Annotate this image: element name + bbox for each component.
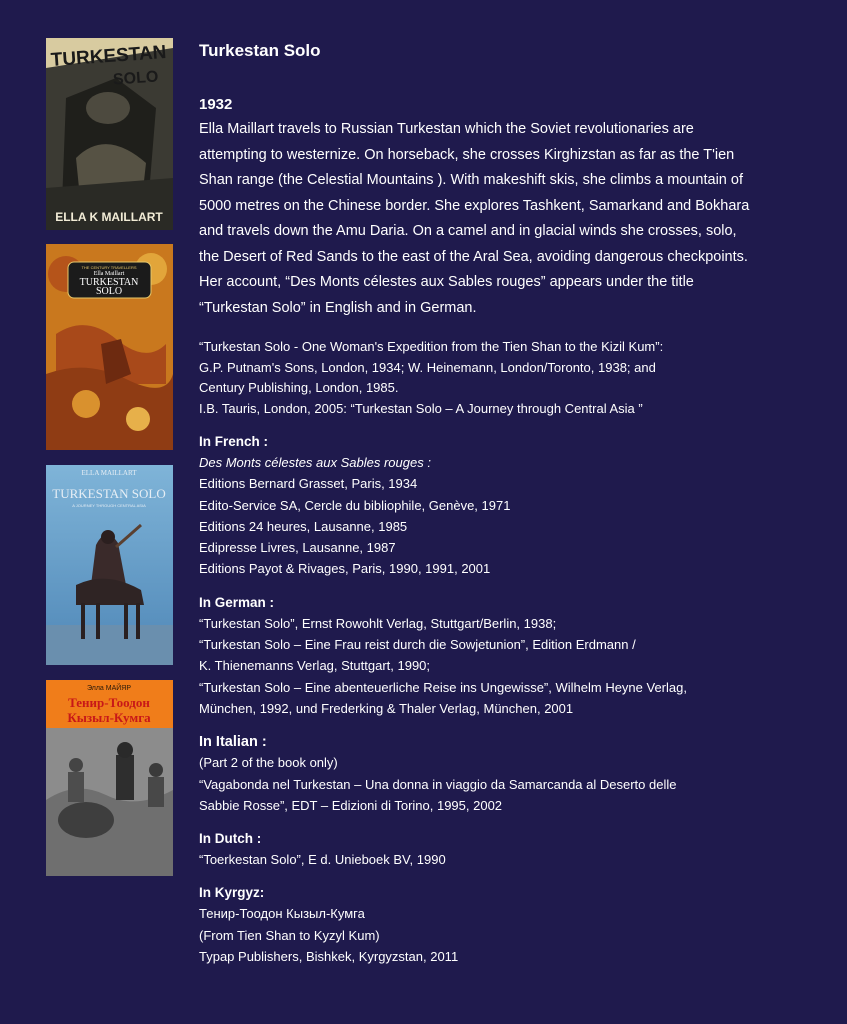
dutch-edition-line: “Toerkestan Solo”, E d. Unieboek BV, 1990 — [199, 852, 446, 868]
english-edition-line: G.P. Putnam's Sons, London, 1934; W. Heinemann, London/Toronto, 1938; and — [199, 359, 656, 375]
italian-edition-line: Sabbie Rosse”, EDT – Edizioni di Torino, 1995, 2002 — [199, 797, 503, 813]
cover2-author: Ella Maillart — [93, 271, 125, 277]
italian-editions — [199, 732, 759, 816]
book-cover-english-3 — [46, 465, 173, 665]
cover1-title-top: TURKESTAN — [50, 42, 168, 72]
german-editions — [199, 593, 759, 719]
cover4-author: Элла МАЙЯР — [86, 685, 132, 692]
german-edition-line: “Turkestan Solo – Eine Frau reist durch die Sowjetunion”, Edition Erdmann / — [199, 637, 636, 653]
italian-edition-line: (Part 2 of the book only) — [199, 755, 338, 771]
english-editions — [199, 337, 759, 419]
cover2-series: THE CENTURY TRAVELLERS — [81, 265, 137, 270]
german-edition-line: München, 1992, und Frederking & Thaler Verlag, München, 2001 — [199, 700, 574, 716]
kyrgyz-edition-line: Typap Publishers, Bishkek, Kyrgyzstan, 2011 — [199, 949, 459, 965]
cover2-title-bottom: SOLO — [95, 286, 123, 297]
french-edition-line: Edito-Service SA, Cercle du bibliophile, Genève, 1971 — [199, 497, 511, 513]
french-title: Des Monts célestes aux Sables rouges : — [199, 455, 431, 470]
english-edition-line: I.B. Tauris, London, 2005: “Turkestan Solo – A Journey through Central Asia ” — [199, 400, 643, 416]
french-edition-line: Edipresse Livres, Lausanne, 1987 — [199, 540, 396, 556]
book-summary: Ella Maillart travels to Russian Turkestan which the Soviet revolutionaries are attempting to westernize. On horseback, she crosses Kirghizstan as far as the T'ien Shan range (the Celestial Mountains ). With makeshift skis, she climbs a mountain of 5000 metres on the Chinese border. She explores Tashkent, Samarkand and Bokhara and travels down the Amu Daria. On a camel and in glacial winds she crosses, solo, the Desert of Red Sands to the east of the Aral Sea, avoiding dangerous checkpoints. Her account, “Des Monts célestes aux Sables rouges” appears under the title “Turkestan Solo” in English and in German. — [199, 121, 750, 316]
section-heading-italian: In Italian : — [199, 734, 267, 751]
section-heading-french: In French : — [199, 434, 269, 449]
cover3-title: TURKESTAN SOLO — [52, 486, 166, 501]
kyrgyz-edition-line: Тенир-Тоодон Кызыл-Кумга — [199, 906, 365, 922]
german-edition-line: K. Thienemanns Verlag, Stuttgart, 1990; — [199, 658, 431, 674]
german-edition-line: “Turkestan Solo”, Ernst Rowohlt Verlag, Stuttgart/Berlin, 1938; — [199, 615, 557, 631]
german-edition-line: “Turkestan Solo – Eine abenteuerliche Reise ins Ungewisse”, Wilhelm Heyne Verlag, — [199, 679, 687, 695]
dutch-editions — [199, 829, 759, 870]
cover3-subtitle: A JOURNEY THROUGH CENTRAL ASIA — [72, 503, 146, 508]
kyrgyz-edition-line: (From Tien Shan to Kyzyl Kum) — [199, 927, 380, 943]
cover1-author: ELLA K MAILLART — [55, 210, 163, 224]
english-edition-line: Century Publishing, London, 1985. — [199, 380, 399, 395]
cover2-title-top: TURKESTAN — [79, 277, 139, 288]
italian-edition-line: “Vagabonda nel Turkestan – Una donna in viaggio da Samarcanda al Deserto delle — [199, 776, 677, 792]
publication-year: 1932 — [199, 96, 233, 113]
book-description — [199, 40, 759, 967]
french-edition-line: Editions Bernard Grasset, Paris, 1934 — [199, 476, 418, 492]
section-heading-kyrgyz: In Kyrgyz: — [199, 885, 265, 901]
section-heading-german: In German : — [199, 594, 275, 610]
french-edition-line: Editions 24 heures, Lausanne, 1985 — [199, 518, 408, 534]
cover3-author: ELLA MAILLART — [81, 469, 137, 477]
kyrgyz-editions — [199, 883, 759, 967]
cover1-title-bottom: SOLO — [112, 68, 159, 89]
french-edition-line: Editions Payot & Rivages, Paris, 1990, 1991, 2001 — [199, 561, 491, 577]
english-edition-line: “Turkestan Solo - One Woman's Expedition from the Tien Shan to the Kizil Kum”: — [199, 339, 664, 354]
book-cover-english-2 — [46, 244, 173, 450]
page-title: Turkestan Solo — [199, 41, 321, 60]
book-cover-english-1 — [46, 38, 173, 230]
cover4-title-bottom: Кызыл-Кумга — [67, 710, 151, 725]
cover4-title-top: Тенир-Тоодон — [68, 695, 150, 710]
french-editions — [199, 432, 759, 580]
book-cover-kyrgyz — [46, 680, 173, 876]
section-heading-dutch: In Dutch : — [199, 831, 262, 847]
